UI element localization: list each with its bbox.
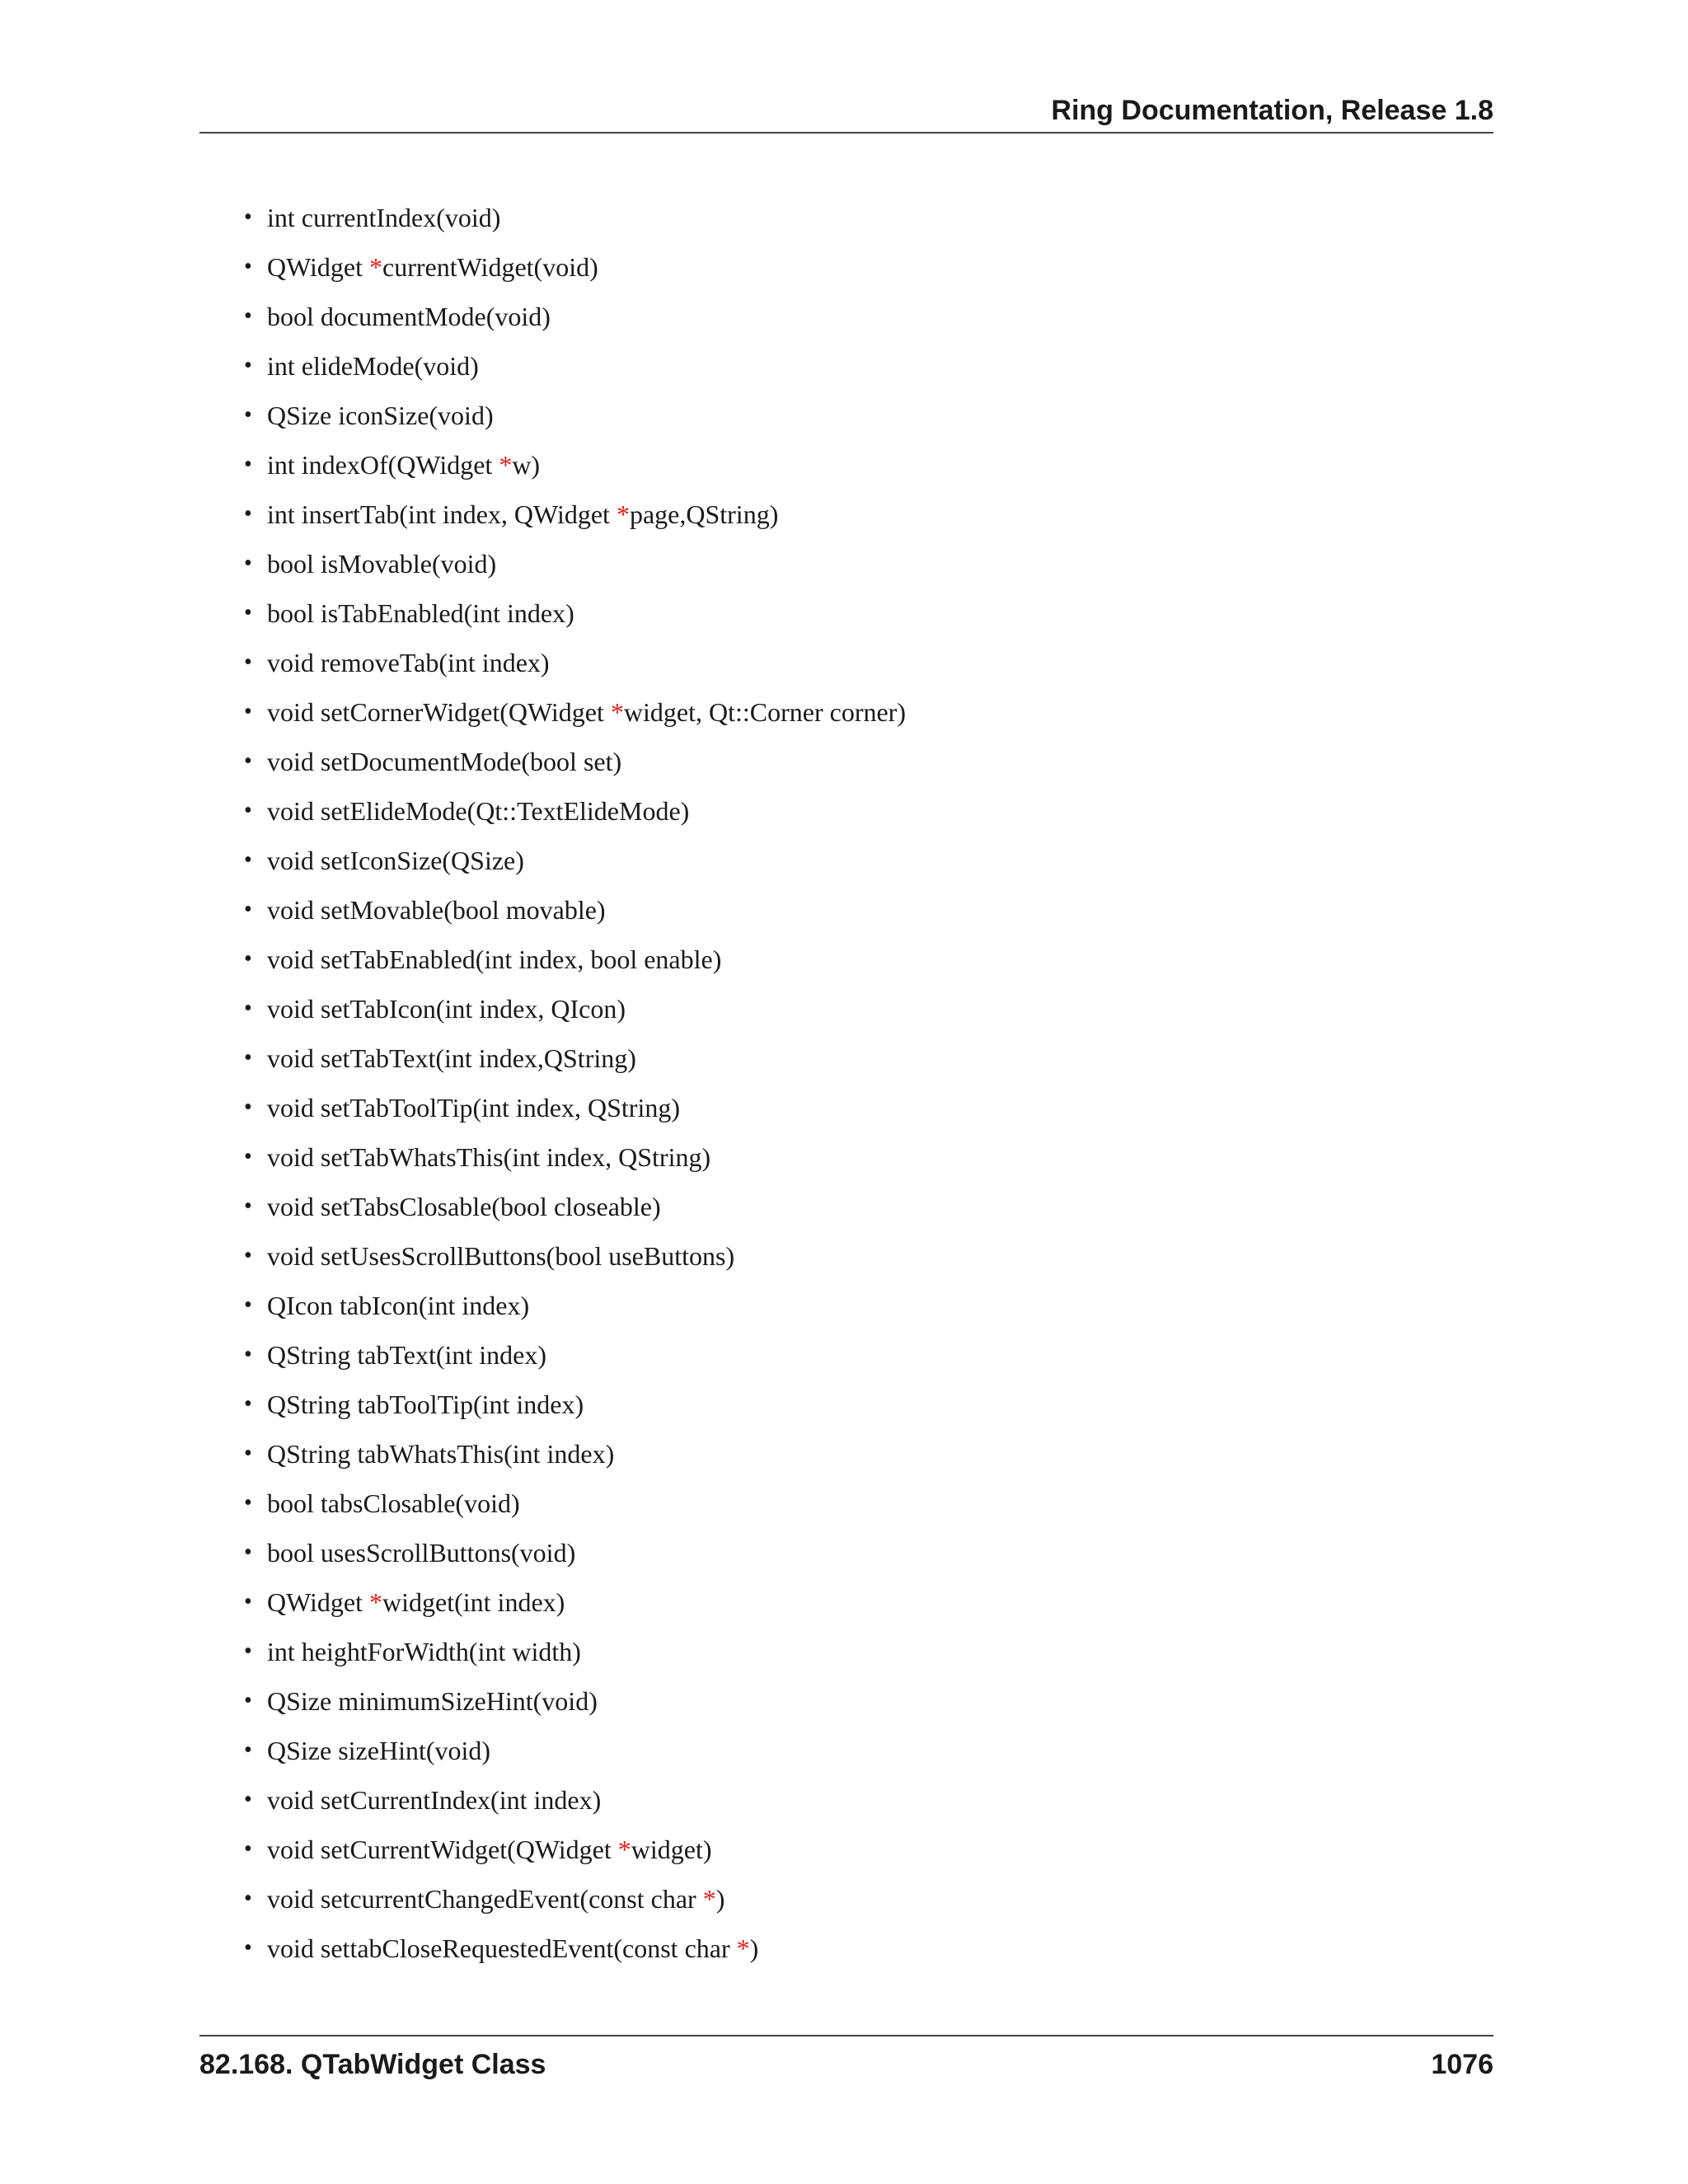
bullet-icon: • [244, 551, 252, 576]
bullet-icon: • [244, 1094, 252, 1120]
bullet-icon: • [244, 452, 252, 477]
bullet-icon: • [244, 996, 252, 1021]
list-item [244, 935, 906, 984]
method-signature-text: bool tabsClosable(void) [267, 1488, 520, 1518]
list-item [244, 588, 906, 638]
list-item [244, 1726, 906, 1775]
bullet-icon: • [244, 1935, 252, 1961]
bullet-icon: • [244, 649, 252, 675]
document-title: Ring Documentation, Release 1.8 [1051, 95, 1493, 126]
list-item [244, 1281, 906, 1330]
list-item [244, 292, 906, 341]
method-signature-text: widget(int index) [382, 1587, 565, 1617]
bullet-icon: • [244, 1391, 252, 1417]
list-item [244, 1924, 906, 1973]
bullet-icon: • [244, 847, 252, 873]
list-item [244, 490, 906, 539]
list-item [244, 1380, 906, 1429]
method-signature-text: QWidget [267, 252, 370, 282]
bullet-icon: • [244, 1193, 252, 1219]
method-signature-text: void setIconSize(QSize) [267, 846, 524, 875]
bullet-icon: • [244, 402, 252, 428]
bullet-icon: • [244, 303, 252, 329]
bullet-icon: • [244, 1787, 252, 1812]
method-signature-text: QString tabWhatsThis(int index) [267, 1439, 615, 1469]
page-header [199, 91, 1493, 134]
method-signature-text: bool documentMode(void) [267, 302, 551, 331]
list-item [244, 737, 906, 786]
list-item [244, 1479, 906, 1528]
bullet-icon: • [244, 600, 252, 626]
list-item [244, 242, 906, 292]
bullet-icon: • [244, 501, 252, 527]
bullet-icon: • [244, 1688, 252, 1713]
method-signature-text: QSize minimumSizeHint(void) [267, 1686, 598, 1716]
method-signature-text: void setMovable(bool movable) [267, 895, 606, 925]
method-signature-text: void setTabsClosable(bool closeable) [267, 1192, 661, 1221]
method-signature-text: w) [512, 450, 541, 480]
list-item [244, 1033, 906, 1083]
method-signature-text: bool isMovable(void) [267, 549, 497, 579]
bullet-icon: • [244, 798, 252, 823]
method-signature-text: int elideMode(void) [267, 351, 479, 381]
method-signature-text: QString tabText(int index) [267, 1340, 547, 1370]
list-item [244, 1825, 906, 1874]
method-signature-text: int indexOf(QWidget [267, 450, 499, 480]
bullet-icon: • [244, 1342, 252, 1367]
pointer-star: * [702, 1884, 716, 1914]
method-signature-text: void removeTab(int index) [267, 648, 550, 677]
bullet-icon: • [244, 1540, 252, 1565]
pointer-star: * [617, 1835, 631, 1864]
method-signature-text: QWidget [267, 1587, 370, 1617]
list-item [244, 1874, 906, 1924]
bullet-icon: • [244, 748, 252, 774]
list-item [244, 638, 906, 687]
list-item [244, 440, 906, 490]
bullet-icon: • [244, 1638, 252, 1664]
list-item [244, 1330, 906, 1380]
bullet-icon: • [244, 254, 252, 279]
bullet-icon: • [244, 353, 252, 378]
list-item [244, 193, 906, 242]
method-signature-text: QSize iconSize(void) [267, 401, 494, 430]
list-item [244, 341, 906, 391]
method-signature-text: void setUsesScrollButtons(bool useButtons) [267, 1241, 735, 1271]
bullet-icon: • [244, 1441, 252, 1466]
bullet-icon: • [244, 1045, 252, 1071]
method-signature-text: void setcurrentChangedEvent(const char [267, 1884, 703, 1914]
bullet-icon: • [244, 1737, 252, 1763]
bullet-icon: • [244, 1886, 252, 1911]
pointer-star: * [616, 499, 630, 529]
bullet-icon: • [244, 946, 252, 972]
method-signature-text: void setDocumentMode(bool set) [267, 747, 622, 776]
pointer-star: * [369, 1587, 383, 1617]
method-signature-text: int insertTab(int index, QWidget [267, 499, 617, 529]
section-title: 82.168. QTabWidget Class [199, 2049, 546, 2080]
method-signature-text: QString tabToolTip(int index) [267, 1390, 584, 1419]
method-signature-text: void settabCloseRequestedEvent(const char [267, 1933, 737, 1963]
list-item [244, 1627, 906, 1676]
list-item [244, 1132, 906, 1182]
method-signature-text: void setTabText(int index,QString) [267, 1043, 636, 1073]
bullet-icon: • [244, 1490, 252, 1516]
bullet-icon: • [244, 699, 252, 724]
method-signature-text: bool usesScrollButtons(void) [267, 1538, 576, 1568]
method-list [244, 193, 906, 1973]
list-item [244, 539, 906, 588]
list-item [244, 391, 906, 440]
list-item [244, 836, 906, 885]
method-signature-text: ) [715, 1884, 725, 1914]
method-signature-text: void setTabIcon(int index, QIcon) [267, 994, 626, 1024]
list-item [244, 1231, 906, 1281]
method-signature-text: QIcon tabIcon(int index) [267, 1291, 530, 1320]
method-signature-text: void setCornerWidget(QWidget [267, 697, 611, 727]
pointer-star: * [369, 252, 383, 282]
pointer-star: * [610, 697, 624, 727]
method-signature-text: widget, Qt::Corner corner) [623, 697, 906, 727]
method-signature-text: widget) [631, 1835, 712, 1864]
method-signature-text: page,QString) [629, 499, 779, 529]
bullet-icon: • [244, 1589, 252, 1615]
bullet-icon: • [244, 1292, 252, 1318]
method-signature-text: void setCurrentWidget(QWidget [267, 1835, 618, 1864]
bullet-icon: • [244, 1243, 252, 1268]
bullet-icon: • [244, 204, 252, 230]
list-item [244, 885, 906, 935]
list-item [244, 1577, 906, 1627]
page-footer [199, 2035, 1493, 2086]
page-number: 1076 [1431, 2049, 1493, 2080]
list-item [244, 1528, 906, 1577]
list-item [244, 1676, 906, 1726]
method-signature-text: QSize sizeHint(void) [267, 1736, 491, 1765]
method-signature-text: currentWidget(void) [382, 252, 598, 282]
bullet-icon: • [244, 897, 252, 922]
method-signature-text: void setCurrentIndex(int index) [267, 1785, 602, 1815]
bullet-icon: • [244, 1144, 252, 1169]
pointer-star: * [736, 1933, 750, 1963]
list-item [244, 1775, 906, 1825]
list-item [244, 786, 906, 836]
method-signature-text: int heightForWidth(int width) [267, 1637, 581, 1666]
method-signature-text: void setElideMode(Qt::TextElideMode) [267, 796, 690, 826]
method-signature-text: ) [749, 1933, 759, 1963]
list-item [244, 687, 906, 737]
method-signature-text: bool isTabEnabled(int index) [267, 598, 574, 628]
method-signature-text: void setTabEnabled(int index, bool enable) [267, 944, 722, 974]
method-signature-text: void setTabToolTip(int index, QString) [267, 1093, 680, 1122]
list-item [244, 984, 906, 1033]
list-item [244, 1429, 906, 1479]
list-item [244, 1182, 906, 1231]
method-signature-text: int currentIndex(void) [267, 203, 501, 232]
bullet-icon: • [244, 1836, 252, 1862]
method-signature-text: void setTabWhatsThis(int index, QString) [267, 1142, 711, 1172]
list-item [244, 1083, 906, 1132]
pointer-star: * [499, 450, 513, 480]
